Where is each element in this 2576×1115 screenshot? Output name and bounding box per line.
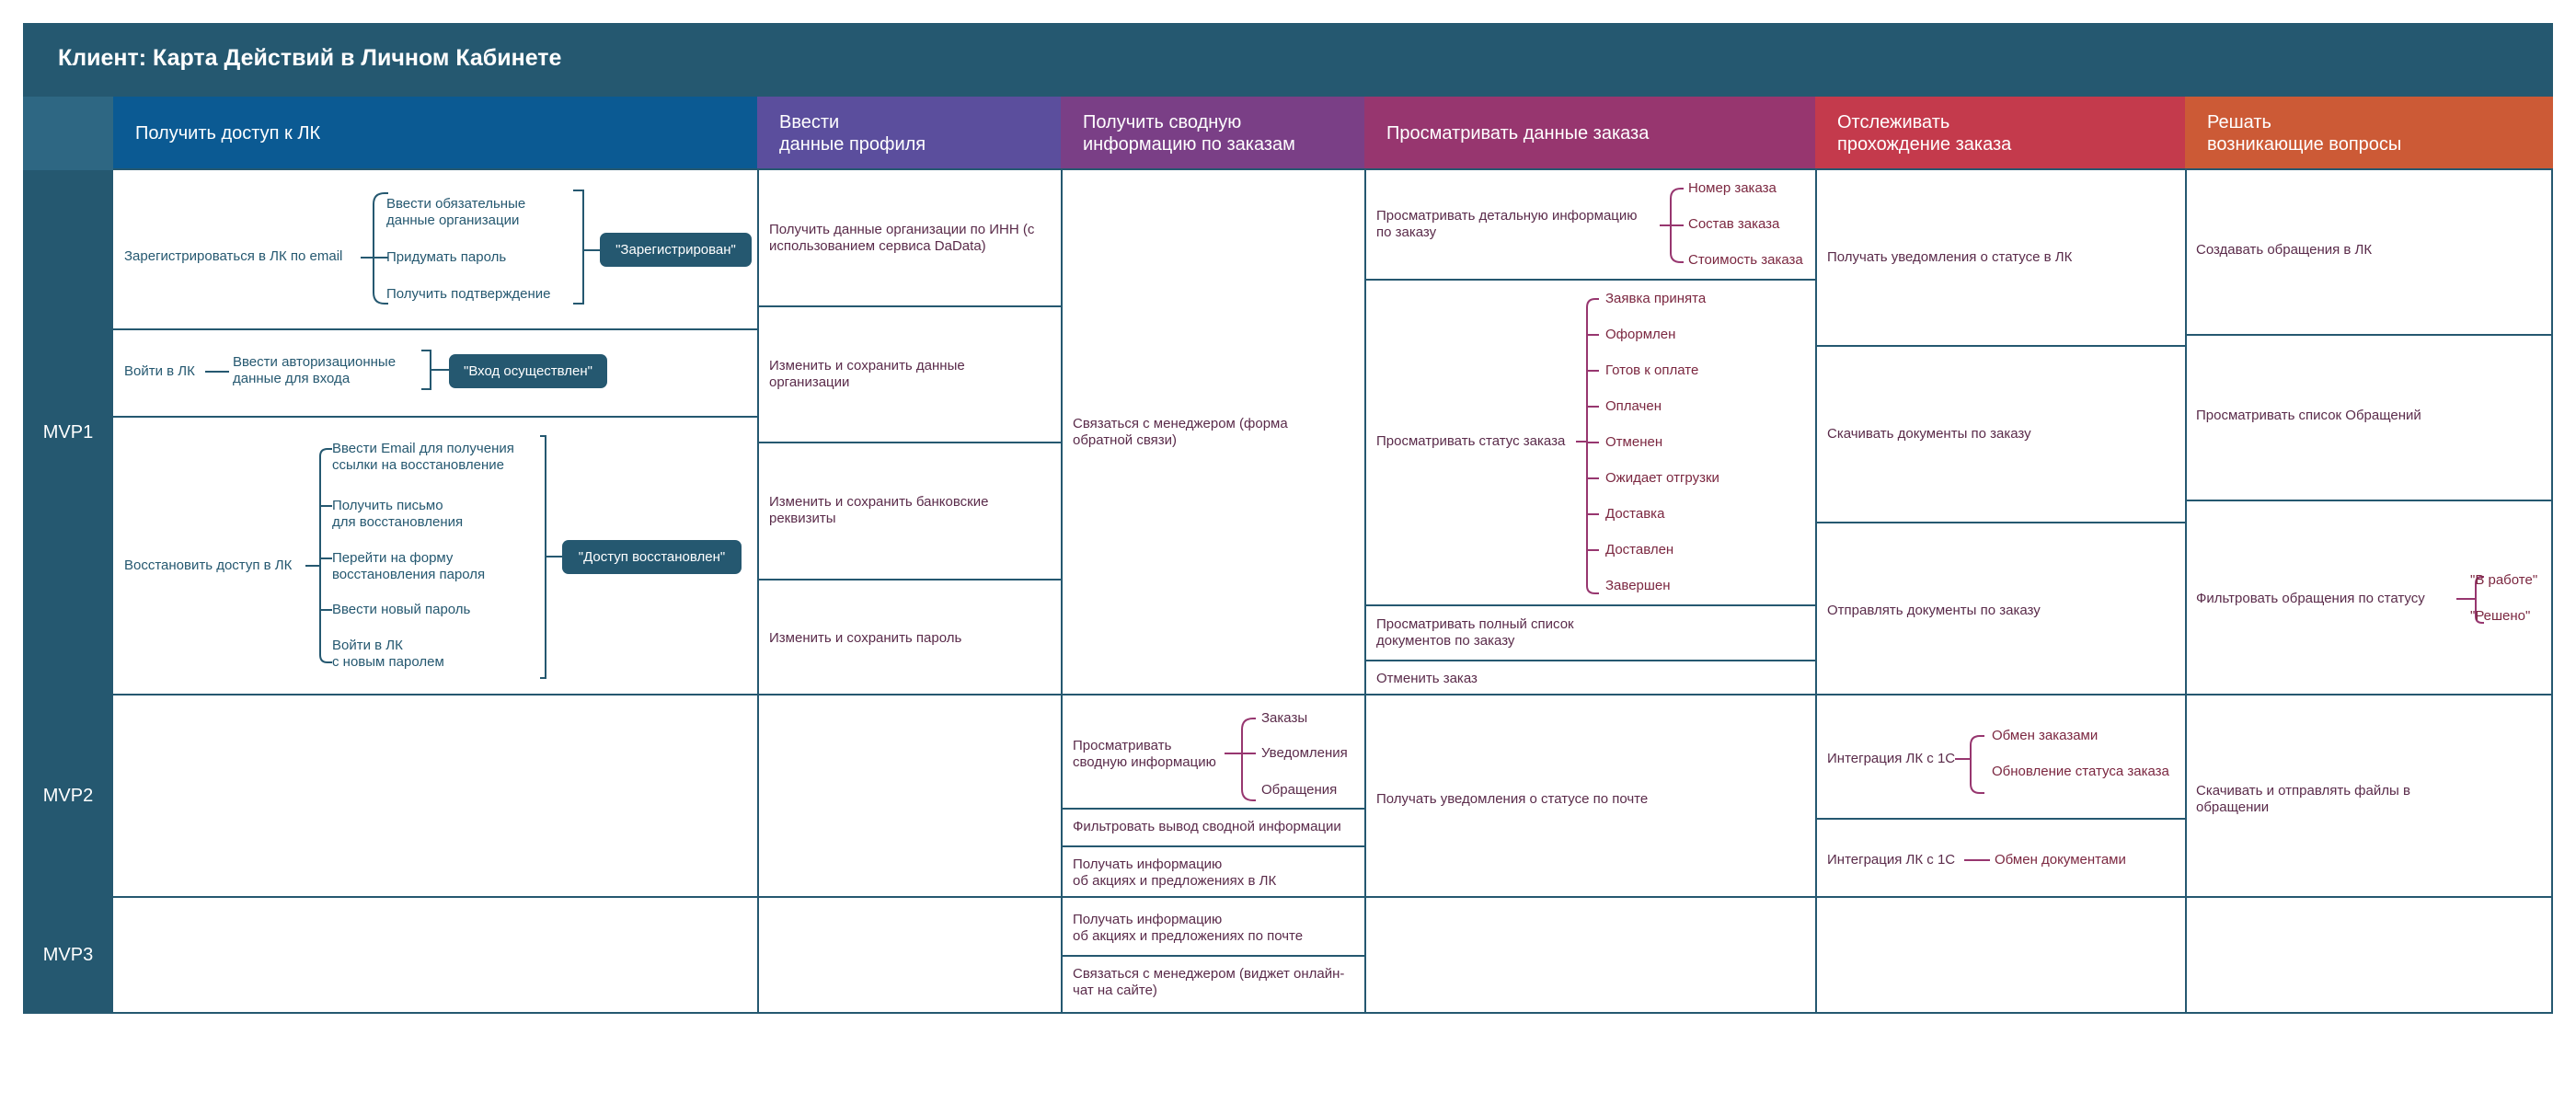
details-status-item: Оформлен: [1605, 327, 1676, 342]
questions-item: Создавать обращения в ЛК: [2196, 242, 2373, 258]
page-title: Клиент: Карта Действий в Личном Кабинете: [58, 45, 562, 71]
access-register-step: Придумать пароль: [386, 249, 507, 265]
access-login-label: Войти в ЛК: [124, 363, 195, 379]
row-label-mvp1: MVP1: [42, 421, 94, 443]
access-restore-step: Войти в ЛК с новым паролем: [332, 638, 444, 670]
column-header-summary: Получить сводную информацию по заказам: [1061, 97, 1364, 170]
column-header-profile: Ввести данные профиля: [757, 97, 1061, 170]
summary-view-item: Обращения: [1261, 782, 1338, 798]
details-status-label: Просматривать статус заказа: [1376, 433, 1566, 449]
details-status-item: Готов к оплате: [1605, 362, 1699, 378]
questions-files: Скачивать и отправлять файлы в обращении: [2196, 783, 2410, 815]
details-status-item: Доставка: [1605, 506, 1665, 522]
tracking-integration-label: Интеграция ЛК с 1С: [1827, 852, 1956, 868]
summary-chat-widget: Связаться с менеджером (виджет онлайн- чат на сайте): [1073, 966, 1345, 998]
details-status-item: Заявка принята: [1605, 291, 1707, 306]
access-register-step: Получить подтверждение: [386, 286, 551, 302]
tracking-item: Получать уведомления о статусе в ЛК: [1827, 249, 2073, 265]
access-register-result: "Зарегистрирован": [600, 233, 752, 267]
questions-filter-item: "Решено": [2470, 608, 2531, 624]
summary-promo-mail: Получать информацию об акциях и предложениях по почте: [1073, 912, 1304, 944]
profile-item: Изменить и сохранить банковские реквизиты: [769, 494, 989, 526]
profile-item: Получить данные организации по ИНН (с использованием сервиса DaData): [769, 222, 1035, 254]
access-restore-step: Получить письмо для восстановления: [332, 498, 464, 530]
details-docs: Просматривать полный список документов по заказу: [1376, 616, 1574, 649]
summary-filter: Фильтровать вывод сводной информации: [1073, 819, 1341, 834]
summary-view-label: Просматривать сводную информацию: [1073, 738, 1216, 770]
row-label-mvp2: MVP2: [42, 785, 94, 806]
column-header-details: Просматривать данные заказа: [1364, 97, 1815, 170]
tracking-integration-item: Обмен заказами: [1992, 728, 2099, 743]
column-header-questions: Решать возникающие вопросы: [2185, 97, 2553, 170]
profile-item: Изменить и сохранить пароль: [769, 630, 962, 646]
details-status-item: Отменен: [1605, 434, 1663, 450]
details-detail-label: Просматривать детальную информацию по заказу: [1376, 208, 1638, 240]
tracking-item: Отправлять документы по заказу: [1827, 603, 2041, 618]
action-map: [23, 23, 2553, 1014]
details-detail-item: Состав заказа: [1688, 216, 1780, 232]
column-header-tracking: Отслеживать прохождение заказа: [1815, 97, 2185, 170]
row-label-mvp3: MVP3: [42, 945, 94, 965]
details-status-item: Доставлен: [1605, 542, 1674, 558]
details-status-item: Оплачен: [1605, 398, 1662, 414]
details-status-item: Ожидает отгрузки: [1605, 470, 1719, 486]
details-status-item: Завершен: [1605, 578, 1671, 593]
column-header-access: Получить доступ к ЛК: [113, 97, 757, 170]
details-detail-item: Стоимость заказа: [1688, 252, 1803, 268]
tracking-integration-item: Обновление статуса заказа: [1992, 764, 2169, 779]
tracking-integration-label: Интеграция ЛК с 1С: [1827, 751, 1956, 766]
profile-item: Изменить и сохранить данные организации: [769, 358, 965, 390]
access-login-step: Ввести авторизационные данные для входа: [233, 354, 397, 386]
details-cancel: Отменить заказ: [1376, 671, 1478, 686]
access-register-step: Ввести обязательные данные организации: [386, 196, 526, 228]
summary-contact-manager: Связаться с менеджером (форма обратной связи): [1073, 416, 1288, 448]
access-restore-step: Ввести новый пароль: [332, 602, 471, 617]
summary-view-item: Уведомления: [1261, 745, 1348, 761]
details-mail-notifications: Получать уведомления о статусе по почте: [1376, 791, 1649, 807]
access-restore-step: Ввести Email для получения ссылки на восстановление: [332, 441, 514, 473]
questions-filter-label: Фильтровать обращения по статусу: [2196, 591, 2425, 606]
tracking-item: Скачивать документы по заказу: [1827, 426, 2031, 442]
summary-promo-lk: Получать информацию об акциях и предложениях в ЛК: [1073, 856, 1277, 889]
tracking-integration-item: Обмен документами: [1995, 852, 2126, 868]
access-restore-result: "Доступ восстановлен": [562, 540, 742, 574]
summary-view-item: Заказы: [1261, 710, 1308, 726]
access-login-result: "Вход осуществлен": [449, 354, 607, 388]
access-restore-label: Восстановить доступ в ЛК: [124, 558, 293, 573]
questions-item: Просматривать список Обращений: [2196, 408, 2421, 423]
questions-filter-item: "В работе": [2470, 572, 2538, 588]
details-detail-item: Номер заказа: [1688, 180, 1777, 196]
access-register-label: Зарегистрироваться в ЛК по email: [124, 248, 343, 264]
access-restore-step: Перейти на форму восстановления пароля: [332, 550, 486, 582]
